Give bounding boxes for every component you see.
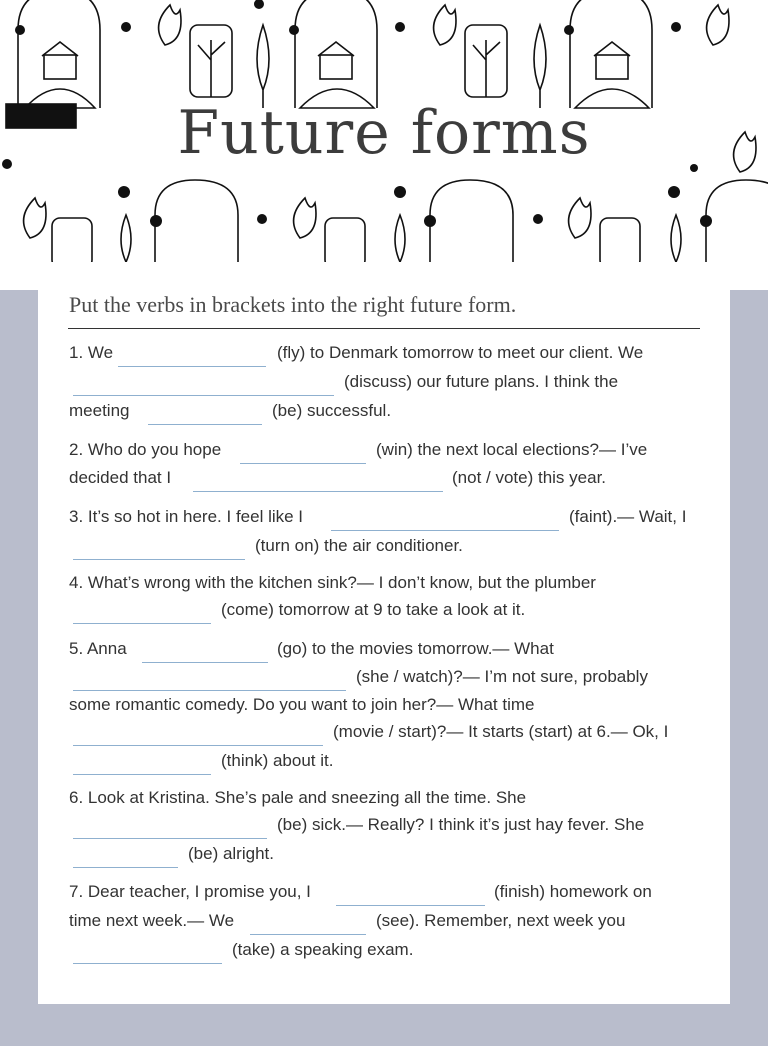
answer-input[interactable] — [73, 537, 245, 560]
exercise-text: time next week.— We — [69, 911, 235, 930]
exercise-text: (take) a speaking exam. — [232, 940, 414, 959]
exercise-7-line — [0, 938, 768, 962]
exercise-4-line — [0, 598, 768, 622]
answer-input[interactable] — [73, 601, 211, 624]
answer-input[interactable] — [73, 373, 334, 396]
answer-input[interactable] — [142, 640, 268, 663]
answer-input[interactable] — [240, 441, 366, 464]
exercise-7-line — [0, 909, 768, 933]
tree-icon — [534, 25, 546, 108]
tree-icon — [190, 25, 232, 97]
exercise-text: meeting — [69, 401, 130, 420]
dome-house-icon — [295, 0, 377, 108]
answer-input[interactable] — [73, 723, 323, 746]
page-title: Future forms — [177, 98, 591, 168]
exercise-text: some romantic comedy. Do you want to join her?— What time — [69, 695, 535, 714]
exercise-1-line — [0, 341, 768, 365]
answer-input[interactable] — [250, 912, 366, 935]
exercise-text: (faint).— Wait, I — [569, 507, 687, 526]
exercise-text: (be) sick.— Really? I think it’s just hay fever. She — [277, 815, 645, 834]
exercise-1-line — [0, 399, 768, 423]
answer-input[interactable] — [73, 668, 346, 691]
exercise-text: (see). Remember, next week you — [376, 911, 626, 930]
exercise-1-line — [0, 370, 768, 394]
exercise-text: (be) alright. — [188, 844, 274, 863]
exercise-text: 4. What’s wrong with the kitchen sink?— I don’t know, but the plumber — [69, 573, 596, 592]
exercise-text: (fly) to Denmark tomorrow to meet our client. We — [277, 343, 644, 362]
moon-icon — [159, 5, 181, 45]
exercise-3-line — [0, 534, 768, 558]
exercise-6-line — [0, 786, 768, 810]
answer-input[interactable] — [336, 883, 485, 906]
exercise-text: 6. Look at Kristina. She’s pale and sneezing all the time. She — [69, 788, 527, 807]
exercise-text: (finish) homework on — [494, 882, 652, 901]
exercise-text: (win) the next local elections?— I’ve — [376, 440, 648, 459]
exercise-text: 1. We — [69, 343, 114, 362]
exercise-4-line — [0, 571, 768, 595]
exercise-5-line — [0, 749, 768, 773]
exercise-text: (come) tomorrow at 9 to take a look at it. — [221, 600, 526, 619]
instructions: Put the verbs in brackets into the right future form. — [69, 292, 517, 317]
answer-input[interactable] — [73, 941, 222, 964]
answer-input[interactable] — [331, 508, 559, 531]
exercise-text: 5. Anna — [69, 639, 127, 658]
tree-icon — [52, 215, 681, 268]
exercise-text: (be) successful. — [272, 401, 392, 420]
exercise-text: 2. Who do you hope — [69, 440, 222, 459]
exercise-text: (turn on) the air conditioner. — [255, 536, 463, 555]
exercise-text: (movie / start)?— It starts (start) at 6.— Ok, I — [333, 722, 669, 741]
tree-icon — [257, 25, 269, 108]
exercise-text: (think) about it. — [221, 751, 334, 770]
answer-input[interactable] — [148, 402, 262, 425]
answer-input[interactable] — [118, 344, 266, 367]
exercise-5-line — [0, 665, 768, 689]
exercise-text: (discuss) our future plans. I think the — [344, 372, 619, 391]
exercise-text: (not / vote) this year. — [452, 468, 607, 487]
exercise-text: decided that I — [69, 468, 172, 487]
answer-input[interactable] — [73, 816, 267, 839]
exercise-text: (go) to the movies tomorrow.— What — [277, 639, 554, 658]
exercise-2-line — [0, 466, 768, 490]
tree-icon — [465, 25, 507, 97]
answer-input[interactable] — [73, 845, 178, 868]
divider — [68, 328, 700, 329]
exercise-7-line — [0, 880, 768, 904]
exercise-6-line — [0, 813, 768, 837]
exercise-5-line — [0, 637, 768, 661]
exercise-text: (she / watch)?— I’m not sure, probably — [356, 667, 648, 686]
answer-input[interactable] — [193, 469, 443, 492]
header-banner — [0, 0, 768, 290]
moon-icon — [707, 5, 729, 45]
exercise-5-line — [0, 693, 768, 717]
exercise-3-line — [0, 505, 768, 529]
exercise-text: 7. Dear teacher, I promise you, I — [69, 882, 311, 901]
exercise-2-line — [0, 438, 768, 462]
exercise-5-line — [0, 720, 768, 744]
exercise-6-line — [0, 842, 768, 866]
answer-input[interactable] — [73, 752, 211, 775]
dome-house-icon — [570, 0, 652, 108]
exercise-text: 3. It’s so hot in here. I feel like I — [69, 507, 304, 526]
moon-icon — [434, 5, 456, 45]
